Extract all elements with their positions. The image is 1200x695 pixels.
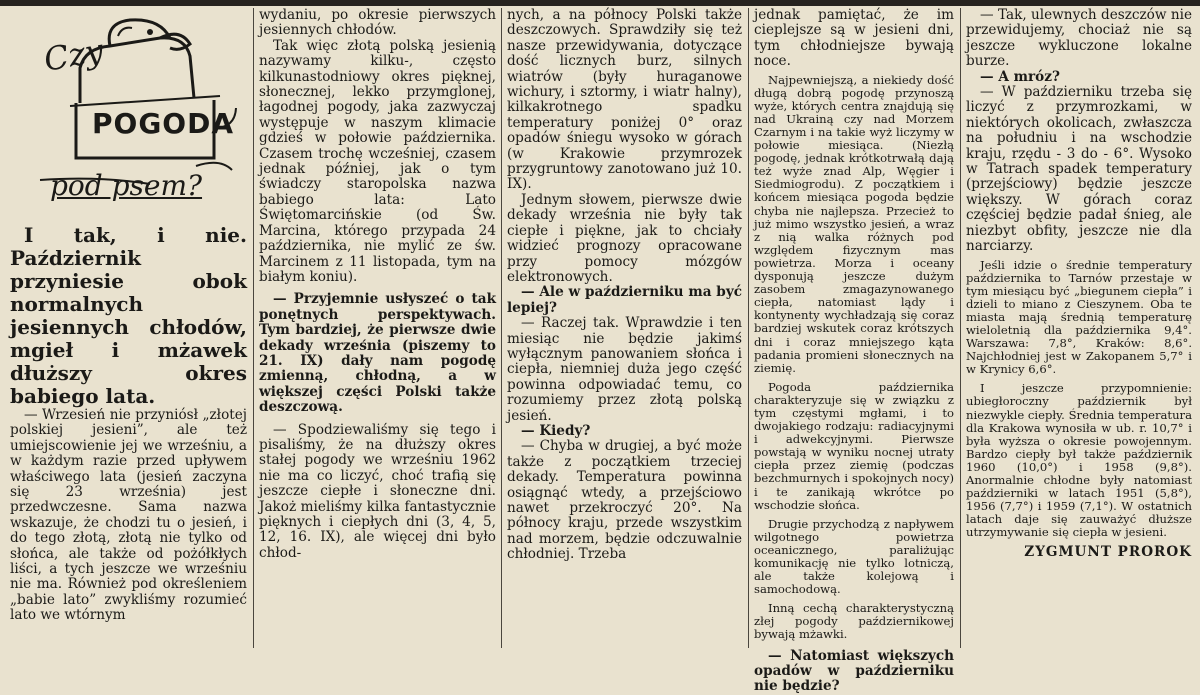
small-print-block bbox=[966, 259, 1192, 540]
logo-text-pod-psem: pod psem? bbox=[50, 169, 203, 202]
column-5 bbox=[966, 8, 1192, 648]
interviewer-question: — Natomiast większych opadów w październiku nie będzie? bbox=[754, 647, 954, 695]
article-paragraph: — Raczej tak. Wprawdzie i ten miesiąc nie będzie jakimś wyłącznym panowaniem słońca i ciepła, niemniej duża jego część powinna odpowiadać temu, co rozumiemy przez złotą polską jesień. bbox=[507, 315, 742, 424]
logo-czy-pogoda-pod-psem bbox=[10, 8, 242, 224]
author-signature: ZYGMUNT PROROK bbox=[1024, 544, 1192, 561]
column-divider bbox=[960, 8, 961, 648]
small-paragraph: I jeszcze przypomnienie: ubiegłoroczny październik był niezwykle ciepły. Średnia temperatura dla Krakowa wynosiła w ub. r. 10,7° i była wyższa o okresie powojennym. Bardzo ciepły był także październik 1960 (10,0°) i 1958 (9,8°). Anormalnie chłodne były natomiast październiki w latach 1951 (5,8°), 1956 (7,7°) i 1959 (7,1°). W ostatnich latach daje się zauważyć dłuższe utrzymywanie się ciepła w jesieni. bbox=[966, 381, 1192, 540]
logo-text-czy: Czy bbox=[41, 31, 107, 79]
small-paragraph: Najpewniejszą, a niekiedy dość długą dobrą pogodę przynoszą wyże, których centra znajdują się nad Ukrainą czy nad Morzem Czarnym i na takie wyż liczymy w połowie miesiąca. (Niezłą pogodę, jednak krótkotrwałą dają też wyże znad Alp, Węgier i Siedmiogrodu). Z początkiem i końcem miesiąca pogoda będzie chyba nie najlepsza. Przecież to już mimo wszystko jesień, a wraz z nią walka różnych pod względem fizycznym mas powietrza. Morza i oceany dysponują jeszcze dużym zasobem zmagazynowanego ciepła, natomiast lądy i kontynenty wychładzają się coraz bardziej wskutek coraz krótszych dni i coraz mniejszego kąta padania promieni słonecznych na ziemię. bbox=[754, 72, 954, 375]
interviewer-question: — Ale w październiku ma być lepiej? bbox=[507, 284, 742, 316]
article-paragraph: Jednym słowem, pierwsze dwie dekady września nie były tak ciepłe i piękne, jak to chciały widzieć prognozy opracowane przy pomocy mózgów elektronowych. bbox=[507, 191, 742, 285]
small-paragraph: Drugie przychodzą z napływem wilgotnego powietrza oceanicznego, paraliżując komunikację nie tylko lotniczą, ale także kolejową i samochodową. bbox=[754, 516, 954, 597]
interviewer-question: — Kiedy? bbox=[521, 422, 591, 439]
article-paragraph: Tak więc złotą polską jesienią nazywamy kilku-, często kilkunastodniowy okres pięknej, słonecznej, lekko przymglonej, łagodnej pogody, jaka zazwyczaj występuje w naszym klimacie gdzieś w połowie października. Czasem trochę wcześniej, czasem jednak później, jak o tym świadczy staropolska nazwa babiego lata: Lato Świętomarcińskie (od Św. Marcina, którego przypada 24 października, nie mylić ze św. Marcinem z 11 listopada, tym na białym koniu). bbox=[259, 37, 496, 285]
article-paragraph: — Chyba w drugiej, a być może także z początkiem trzeciej dekady. Temperatura powinna osiągnąć wtedy, a przejściowo nawet przekroczyć 20°. Na północy kraju, przede wszystkim nad morzem, będzie odczuwalnie chłodniej. Trzeba bbox=[507, 438, 742, 563]
column-divider bbox=[501, 8, 502, 648]
column-3 bbox=[507, 8, 742, 648]
interviewer-question: — A mróz? bbox=[980, 68, 1060, 85]
column-divider bbox=[748, 8, 749, 648]
column-4 bbox=[754, 7, 954, 695]
article-paragraph: wydaniu, po okresie pierwszych jesiennych chłodów. bbox=[259, 7, 496, 39]
small-paragraph: Pogoda października charakteryzuje się w związku z tym częstymi mgłami, i to dwojakiego rodzaju: radiacyjnymi i adwekcyjnymi. Pierwsze powstają w wyniku nocnej utraty ciepła przez ziemię (podczas bezchmurnych i spokojnych nocy) i te zanikają wkrótce po wschodzie słońca. bbox=[754, 379, 954, 512]
small-paragraph: Jeśli idzie o średnie temperatury października to Tarnów przestaje w tym miesiącu być „biegunem ciepła” i dzieli to miano z Cieszynem. Oba te miasta mają średnią temperaturę wieloletnią dla października 9,4°. Warszawa: 7,8°, Kraków: 8,6°. Najchłodniej jest w Zakopanem 5,7° i w Krynicy 6,6°. bbox=[966, 257, 1192, 377]
article-paragraph: — Spodziewaliśmy się tego i pisaliśmy, że na dłuższy okres stałej pogody we wrześniu 1962 nie ma co liczyć, choć trafią się jeszcze ciepłe i słoneczne dni. Jakoż mieliśmy kilka fantastycznie pięknych i ciepłych dni (3, 4, 5, 12, 16. IX), ale więcej dni było chłod- bbox=[259, 421, 496, 561]
article-paragraph: jednak pamiętać, że im cieplejsze są w jesieni dni, tym chłodniejsze bywają noce. bbox=[754, 7, 954, 70]
column-divider bbox=[253, 8, 254, 648]
small-print-block bbox=[754, 74, 954, 642]
logo-text-pogoda: POGODA bbox=[92, 107, 235, 140]
small-paragraph: Inną cechą charakterystyczną złej pogody październikowej bywają mżawki. bbox=[754, 601, 954, 642]
article-paragraph: — Tak, ulewnych deszczów nie przewidujemy, chociaż nie są jeszcze wykluczone lokalne burze. bbox=[966, 7, 1192, 70]
lead-paragraph: I tak, i nie. Październik przyniesie obok normalnych jesiennych chłodów, mgieł i mżawek dłuższy okres babiego lata. bbox=[10, 223, 247, 408]
article-paragraph: — W październiku trzeba się liczyć z przymrozkami, w niektórych okolicach, zwłaszcza na południu i na wschodzie kraju, rzędu - 3 do - 6°. Wysoko w Tatrach spadek temperatury (przejściowy) będzie jeszcze większy. W górach coraz częściej będzie padał śnieg, ale niezbyt obfity, jeszcze nie dla narciarzy. bbox=[966, 84, 1192, 255]
column-2 bbox=[259, 8, 496, 648]
interviewer-question: — Przyjemnie usłyszeć o tak ponętnych perspektywach. Tym bardziej, że pierwsze dwie dekady września (piszemy to 21. IX) dały nam pogodę zmienną, chłodną, a w większej części Polski także deszczową. bbox=[259, 291, 496, 416]
article-paragraph: — Wrzesień nie przyniósł „złotej polskiej jesieni”, ale też umiejscowienie jej we wrześniu, a w każdym razie przed upływem właściwego lata (jesień zaczyna się 23 września) jest przedwczesne. Sama nazwa wskazuje, że chodzi tu o jesień, i do tego złotą, złotą nie tylko od słońca, ale także od pożółkłych liści, a tych jeszcze we wrześniu nie ma. Również pod określeniem „babie lato” zwykliśmy rozumieć lato we wtórnym bbox=[10, 407, 247, 624]
article-paragraph: nych, a na północy Polski także deszczowych. Sprawdziły się też nasze przewidywania, dotyczące dość licznych burz, silnych wiatrów (były huraganowe wichury, i sztormy, i wiatr halny), kilkakrotnego spadku temperatury poniżej 0° oraz opadów śniegu wysoko w górach (w Krakowie przymrozek przygruntowy zanotowano już 10. IX). bbox=[507, 7, 742, 193]
top-border bbox=[0, 0, 1200, 6]
column-1 bbox=[10, 8, 247, 648]
